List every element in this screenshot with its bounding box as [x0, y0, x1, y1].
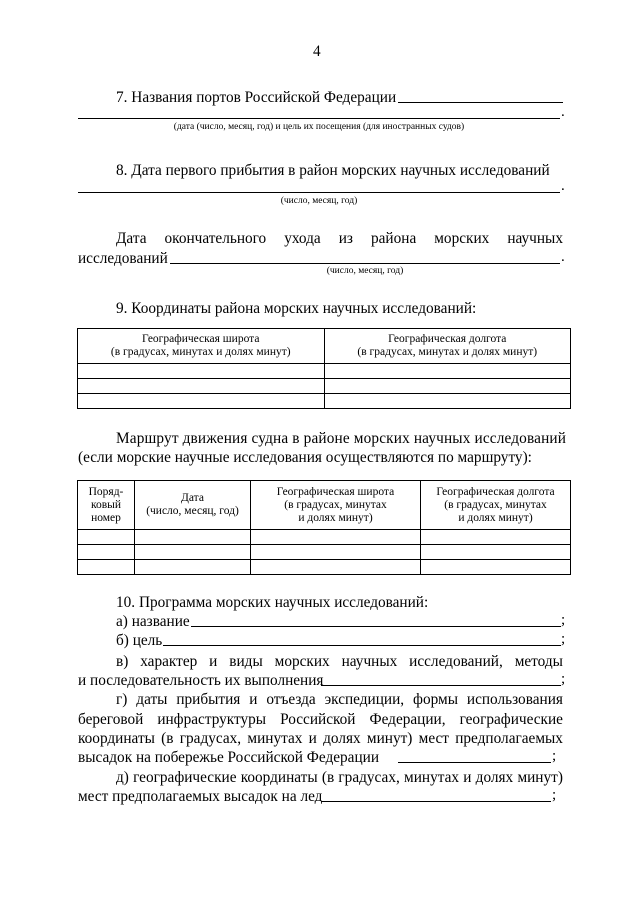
header-route-longitude-line1: Географическая долгота [436, 485, 555, 498]
item-d-semicolon: ; [552, 787, 557, 803]
page-number: 4 [313, 43, 321, 60]
word: мест [418, 730, 449, 747]
table-cell[interactable] [324, 364, 571, 379]
section-10-title: 10. Программа морских научных исследований: [116, 594, 429, 611]
table-cell[interactable] [324, 394, 571, 409]
item-d-blank[interactable] [322, 801, 551, 802]
section-7-blank-2 [78, 118, 560, 119]
word: долях [475, 769, 514, 786]
header-number-line1: Поряд- [88, 485, 124, 498]
item-g-blank[interactable] [398, 762, 551, 763]
table-cell[interactable] [421, 530, 571, 545]
item-g-line-2 [78, 710, 563, 729]
word: окончательного [164, 230, 267, 247]
header-date [135, 481, 251, 530]
item-g-semicolon: ; [552, 748, 557, 764]
word: долях [323, 730, 361, 747]
table-cell[interactable] [78, 545, 135, 560]
word: минутах [247, 730, 303, 747]
table-cell[interactable] [78, 394, 325, 409]
item-g-line-3 [78, 729, 563, 748]
table-cell[interactable] [421, 545, 571, 560]
word: береговой [78, 711, 144, 728]
table-cell[interactable] [251, 560, 421, 575]
word: даты [136, 691, 168, 708]
header-longitude-line2: (в градусах, минутах и долях минут) [357, 346, 538, 358]
header-route-latitude [251, 481, 421, 530]
item-d-line-1 [116, 768, 563, 787]
table-cell[interactable] [251, 545, 421, 560]
table-cell[interactable] [421, 560, 571, 575]
header-route-longitude [421, 481, 571, 530]
word: морских [434, 230, 490, 247]
word: минутах [404, 769, 460, 786]
table-cell[interactable] [135, 560, 251, 575]
route-line-2: (если морские научные исследования осуществляются по маршруту): [78, 449, 532, 466]
word: координаты [240, 769, 318, 786]
word: (в [161, 730, 174, 747]
section-7-period: . [561, 104, 565, 120]
coordinates-table [77, 328, 571, 409]
table-cell[interactable] [78, 530, 135, 545]
item-a-blank[interactable] [191, 626, 561, 627]
table-cell[interactable] [78, 364, 325, 379]
header-latitude-line1: Географическая широта [142, 333, 260, 345]
item-v-semicolon: ; [561, 671, 566, 687]
header-latitude-line2: (в градусах, минутах и долях минут) [110, 346, 291, 358]
word: и [249, 691, 258, 708]
section-8-blank-1 [78, 192, 560, 193]
table-cell[interactable] [324, 379, 571, 394]
section-8-title: 8. Дата первого прибытия в район морских научных исследований [116, 162, 550, 179]
table-row [78, 364, 571, 379]
item-g-line-4: высадок на побережье Российской Федерации [78, 749, 380, 766]
section-7-title: 7. Названия портов Российской Федерации [116, 89, 397, 106]
route-table [77, 480, 571, 575]
word: градусах, [179, 730, 242, 747]
word: характер [140, 653, 198, 670]
word: района [370, 230, 417, 247]
item-d-line-2: мест предполагаемых высадок на лед [78, 788, 323, 805]
word: ухода [284, 230, 321, 247]
item-v-line-1 [116, 652, 563, 671]
word: географические [459, 711, 563, 728]
table-row [78, 560, 571, 575]
table-row [78, 545, 571, 560]
word: Дата [116, 230, 147, 247]
word: научных [341, 653, 398, 670]
header-date-line2: (число, месяц, год) [146, 505, 239, 517]
word: исследований, [409, 653, 503, 670]
item-b-semicolon: ; [561, 631, 566, 647]
word: морских [274, 653, 330, 670]
word: географические [133, 769, 237, 786]
header-number [78, 481, 135, 530]
header-route-latitude-line2: (в градусах, минутах [284, 498, 387, 511]
word: минут) [517, 769, 563, 786]
word: из [338, 230, 353, 247]
word: использования [466, 691, 563, 708]
word: виды [229, 653, 263, 670]
header-latitude [78, 329, 325, 364]
header-number-line2: ковый [90, 498, 122, 511]
section-7-blank-1 [398, 102, 563, 103]
section-8-caption-2: (число, месяц, год) [326, 266, 404, 276]
word: д) [116, 769, 129, 786]
word: Российской [280, 711, 356, 728]
item-g-line-1 [116, 690, 563, 709]
header-date-line1: Дата [181, 492, 204, 504]
table-row [78, 379, 571, 394]
header-route-latitude-line1: Географическая широта [276, 485, 395, 498]
section-8-caption-1: (число, месяц, год) [280, 196, 358, 206]
table-row [78, 394, 571, 409]
word: и [308, 730, 317, 747]
section-8-end-line-1 [116, 229, 563, 248]
table-cell[interactable] [78, 560, 135, 575]
item-a-semicolon: ; [561, 612, 566, 628]
route-line-1: Маршрут движения судна в районе морских научных исследований [116, 430, 567, 447]
item-a-label: а) название [116, 613, 190, 630]
table-row [78, 530, 571, 545]
item-b-blank[interactable] [163, 645, 561, 646]
item-v-line-2: и последовательность их выполнения [78, 672, 324, 689]
header-route-longitude-line3: и долях минут) [458, 511, 533, 524]
word: методы [514, 653, 563, 670]
item-b-label: б) цель [116, 632, 163, 649]
section-8-period-1: . [561, 178, 565, 194]
section-7-caption: (дата (число, месяц, год) и цель их посещения (для иностранных судов) [173, 122, 465, 132]
word: предполагаемых [455, 730, 563, 747]
header-longitude-line1: Географическая долгота [388, 333, 507, 345]
table-cell[interactable] [78, 379, 325, 394]
table-cell[interactable] [251, 530, 421, 545]
section-9-title: 9. Координаты района морских научных исследований: [116, 300, 477, 317]
table-cell[interactable] [135, 530, 251, 545]
word: отъезда [266, 691, 316, 708]
word: и [209, 653, 218, 670]
item-v-blank[interactable] [321, 685, 561, 686]
header-route-latitude-line3: и долях минут) [298, 511, 373, 524]
word: в) [116, 653, 129, 670]
word: (в [321, 769, 335, 786]
word: инфраструктуры [157, 711, 267, 728]
word: и [463, 769, 472, 786]
header-route-longitude-line2: (в градусах, минутах [444, 498, 547, 511]
header-number-line3: номер [91, 511, 121, 524]
word: градусах, [338, 769, 400, 786]
word: минут) [366, 730, 413, 747]
section-8-blank-2 [170, 263, 560, 264]
word: координаты [78, 730, 155, 747]
section-8-period-2: . [561, 249, 565, 265]
word: формы [413, 691, 458, 708]
word: Федерации, [369, 711, 446, 728]
header-longitude [324, 329, 571, 364]
word: прибытия [176, 691, 241, 708]
table-cell[interactable] [135, 545, 251, 560]
word: научных [507, 230, 563, 247]
section-8-end-line-2: исследований [78, 250, 168, 267]
word: г) [116, 691, 128, 708]
word: экспедиции, [324, 691, 405, 708]
